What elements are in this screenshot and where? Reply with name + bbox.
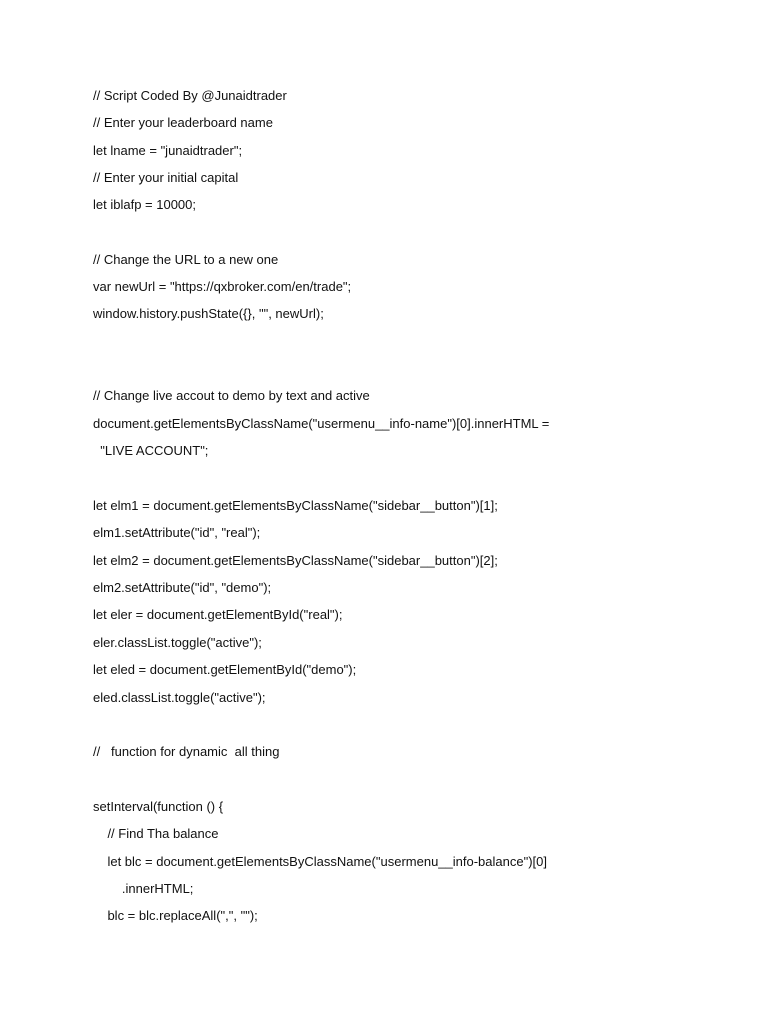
code-line: .innerHTML;: [93, 881, 194, 896]
code-line: let blc = document.getElementsByClassName("usermenu__info-balance")[0]: [93, 854, 547, 869]
code-line: // Find Tha balance: [93, 826, 219, 841]
code-line: let elm1 = document.getElementsByClassName("sidebar__button")[1];: [93, 498, 498, 513]
code-line: // Script Coded By @Junaidtrader: [93, 88, 287, 103]
code-line: // function for dynamic all thing: [93, 744, 280, 759]
code-line: elm2.setAttribute("id", "demo");: [93, 580, 272, 595]
code-line: document.getElementsByClassName("usermenu__info-name")[0].innerHTML =: [93, 416, 550, 431]
code-line: let eler = document.getElementById("real");: [93, 607, 343, 622]
code-line: eler.classList.toggle("active");: [93, 635, 262, 650]
code-line: window.history.pushState({}, "", newUrl);: [93, 306, 324, 321]
code-line: let iblafp = 10000;: [93, 197, 196, 212]
code-line: // Change the URL to a new one: [93, 252, 279, 267]
code-line: eled.classList.toggle("active");: [93, 690, 266, 705]
code-line: setInterval(function () {: [93, 799, 224, 814]
code-line: // Enter your leaderboard name: [93, 115, 273, 130]
code-line: var newUrl = "https://qxbroker.com/en/trade";: [93, 279, 352, 294]
code-line: let elm2 = document.getElementsByClassName("sidebar__button")[2];: [93, 553, 498, 568]
code-line: let eled = document.getElementById("demo");: [93, 662, 357, 677]
code-line: let lname = "junaidtrader";: [93, 143, 243, 158]
code-line: blc = blc.replaceAll(",", "");: [93, 908, 258, 923]
code-line: // Change live accout to demo by text and active: [93, 388, 370, 403]
code-line: // Enter your initial capital: [93, 170, 239, 185]
code-line: elm1.setAttribute("id", "real");: [93, 525, 261, 540]
code-line: "LIVE ACCOUNT";: [93, 443, 209, 458]
